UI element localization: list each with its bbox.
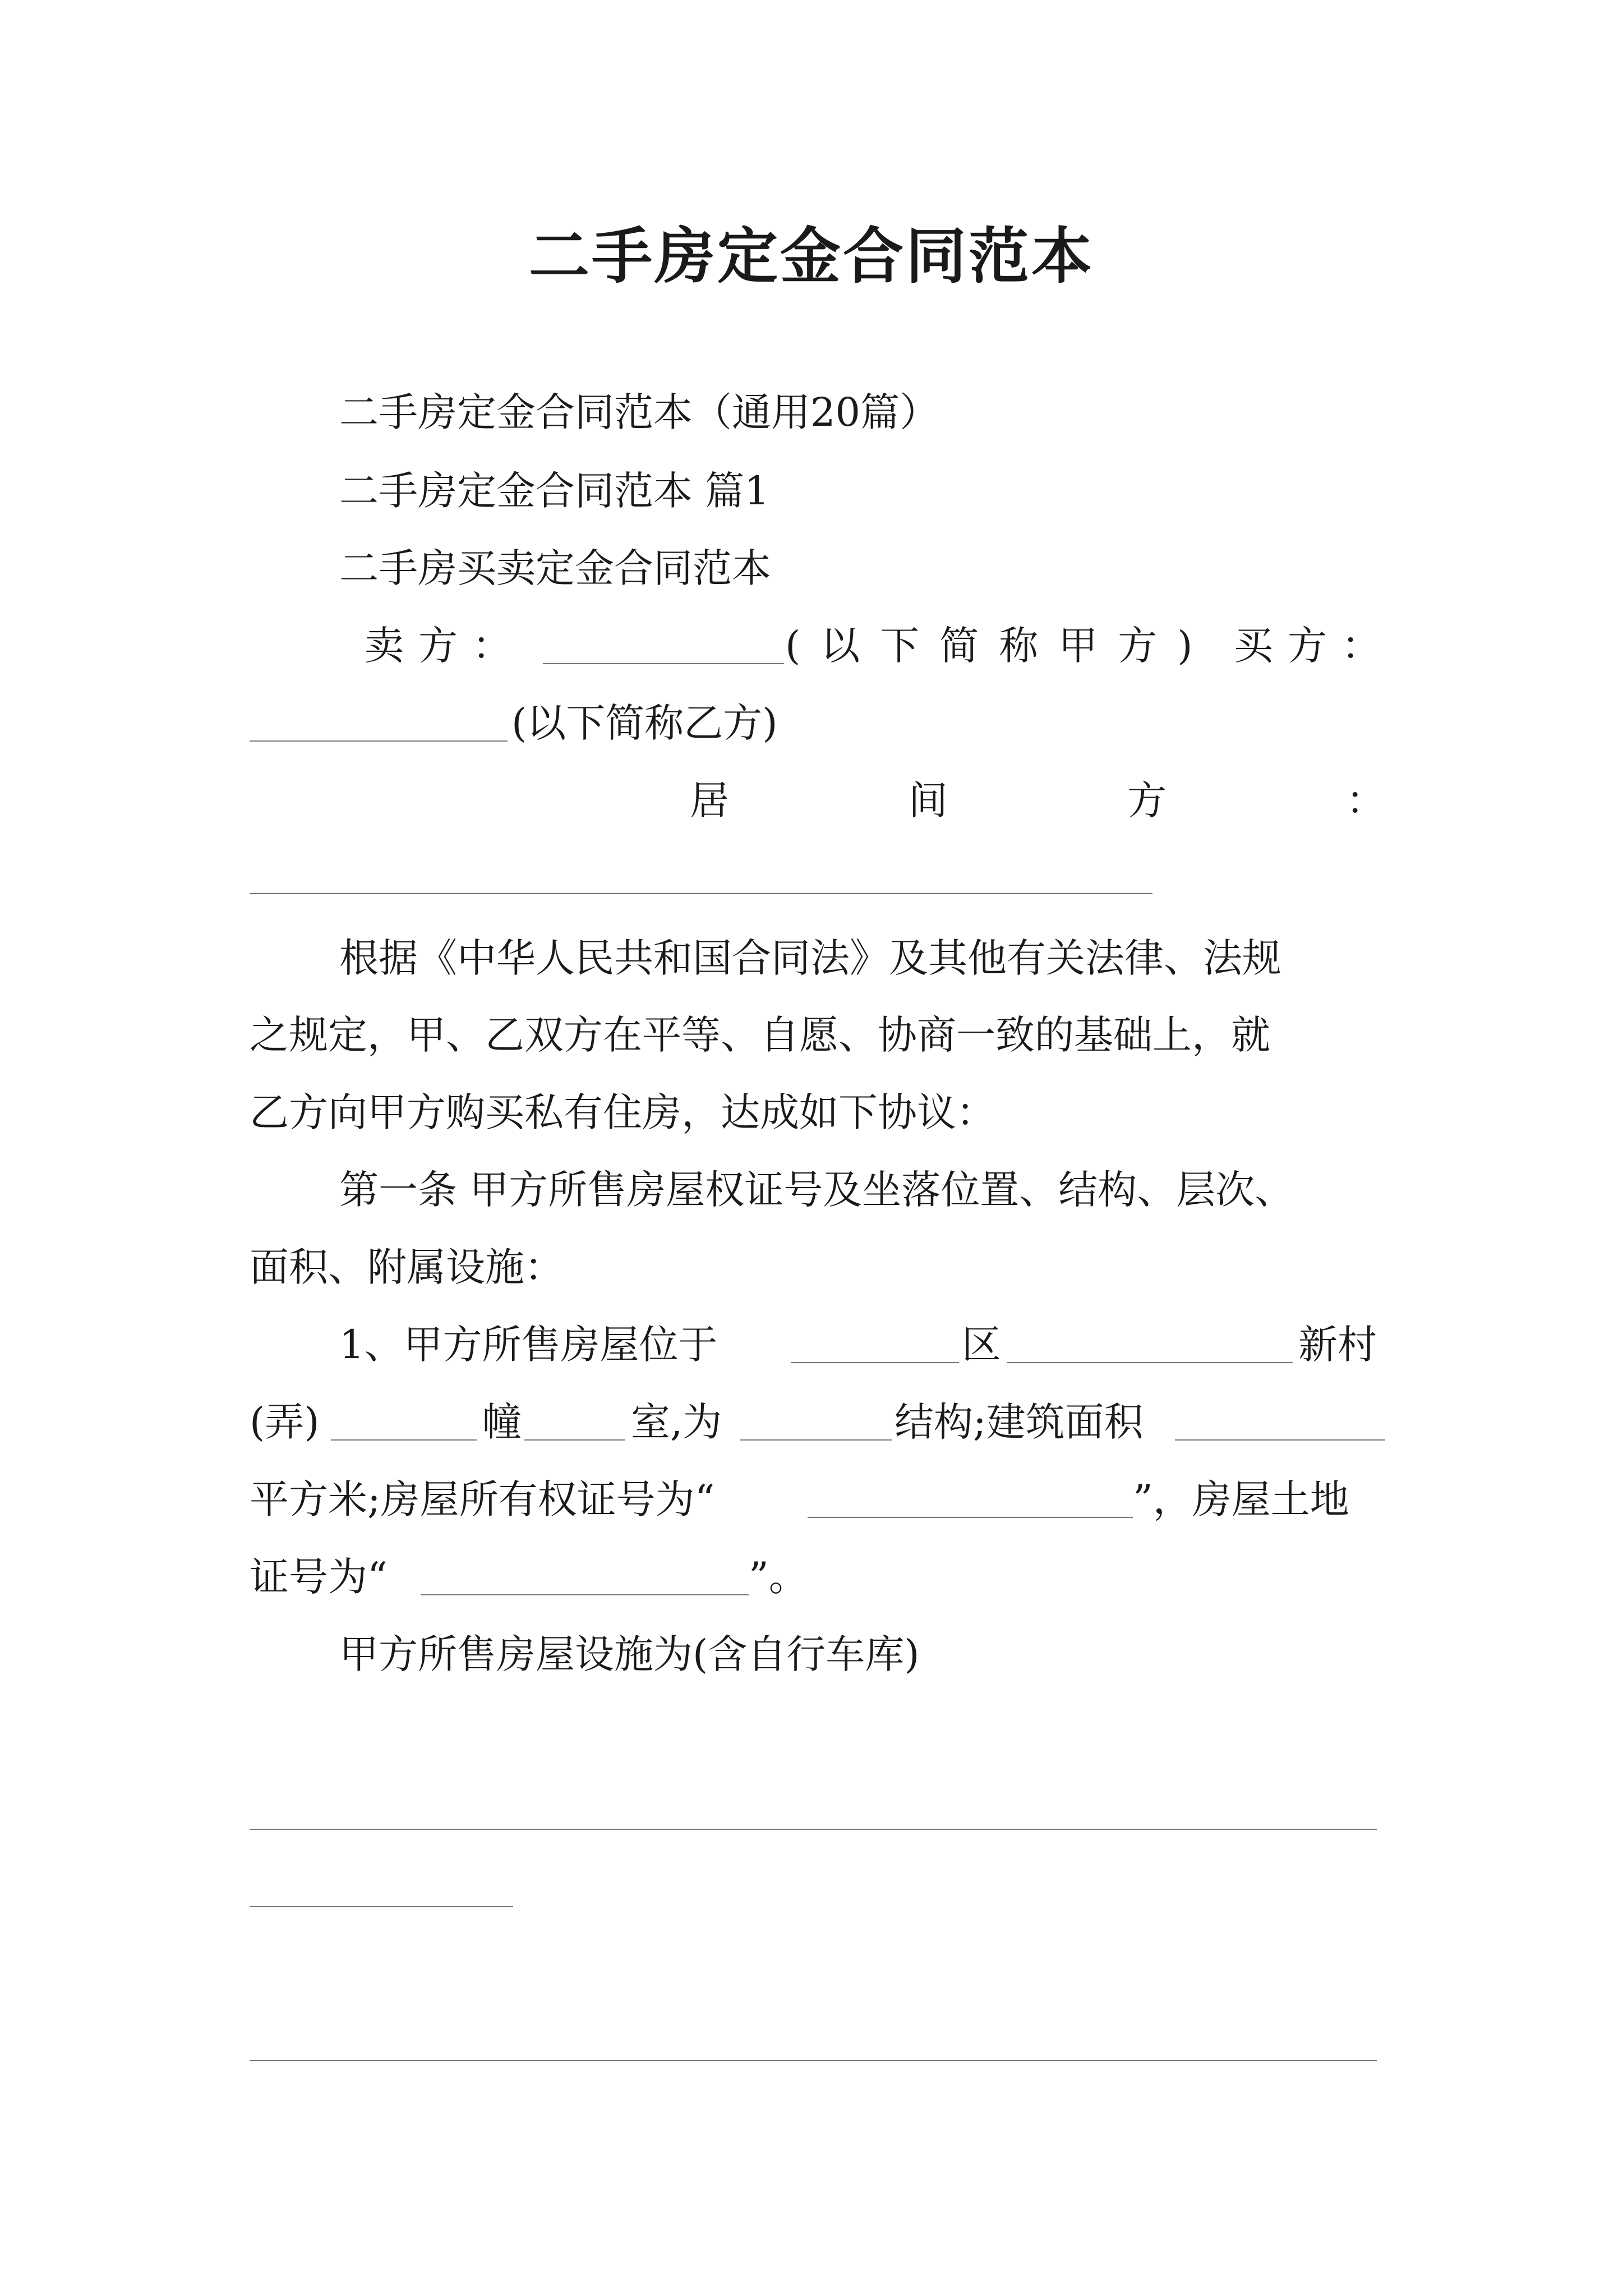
room-blank — [740, 1439, 892, 1441]
agent-blank — [250, 893, 1152, 894]
land-cert-blank — [421, 1594, 749, 1595]
document-title: 二手房定金合同范本 — [528, 221, 1094, 292]
item1-l2-d: 结构;建筑面积 — [895, 1399, 1144, 1445]
village-blank — [1007, 1362, 1293, 1363]
building-blank — [524, 1439, 625, 1441]
item1-l1-c: 新村 — [1298, 1322, 1377, 1368]
item1-l2-b: 幢 — [482, 1399, 522, 1445]
item1-l1-b: 区 — [962, 1322, 1001, 1368]
seller-suffix: (以下简称甲方) — [785, 623, 1213, 669]
item1-l1-a: 1、甲方所售房屋位于 — [339, 1322, 718, 1368]
ownership-cert-blank — [808, 1517, 1133, 1518]
chapter-line: 二手房定金合同范本 篇1 — [339, 468, 769, 514]
toc-line: 二手房定金合同范本（通用20篇） — [339, 389, 939, 435]
facilities-blank-1 — [250, 1829, 1377, 1830]
seller-label: 卖方： — [365, 623, 526, 669]
area-blank — [1175, 1439, 1385, 1441]
item1-l3-a: 平方米;房屋所有权证号为“ — [250, 1476, 715, 1522]
article1-line1: 第一条 甲方所售房屋权证号及坐落位置、结构、层次、 — [339, 1167, 1294, 1213]
para1-line3: 乙方向甲方购买私有住房，达成如下协议： — [250, 1089, 995, 1135]
buyer-suffix: (以下简称乙方) — [511, 700, 778, 746]
item1-l3-b: ”，房屋土地 — [1133, 1476, 1349, 1522]
item1-l4-a: 证号为“ — [250, 1554, 388, 1600]
contract-subtitle: 二手房买卖定金合同范本 — [339, 545, 771, 591]
facilities-blank-3 — [250, 2060, 1377, 2061]
agent-char-4: ： — [1346, 777, 1385, 823]
facilities-line: 甲方所售房屋设施为(含自行车库) — [339, 1631, 920, 1677]
item1-l2-c: 室,为 — [631, 1399, 722, 1445]
buyer-label: 买方： — [1234, 623, 1395, 669]
agent-char-2: 间 — [909, 777, 948, 823]
para1-line1: 根据《中华人民共和国合同法》及其他有关法律、法规 — [339, 935, 1281, 981]
agent-char-1: 居 — [690, 777, 729, 823]
agent-char-3: 方 — [1127, 777, 1166, 823]
buyer-blank — [250, 740, 508, 742]
para1-line2: 之规定，甲、乙双方在平等、自愿、协商一致的基础上，就 — [250, 1012, 1270, 1058]
item1-l2-a: (弄) — [250, 1399, 320, 1445]
item1-l4-b: ”。 — [749, 1554, 808, 1600]
district-blank — [791, 1362, 959, 1363]
facilities-blank-2 — [250, 1906, 513, 1907]
article1-line2: 面积、附属设施： — [250, 1244, 564, 1290]
seller-blank — [543, 663, 784, 664]
lane-blank — [331, 1439, 477, 1441]
